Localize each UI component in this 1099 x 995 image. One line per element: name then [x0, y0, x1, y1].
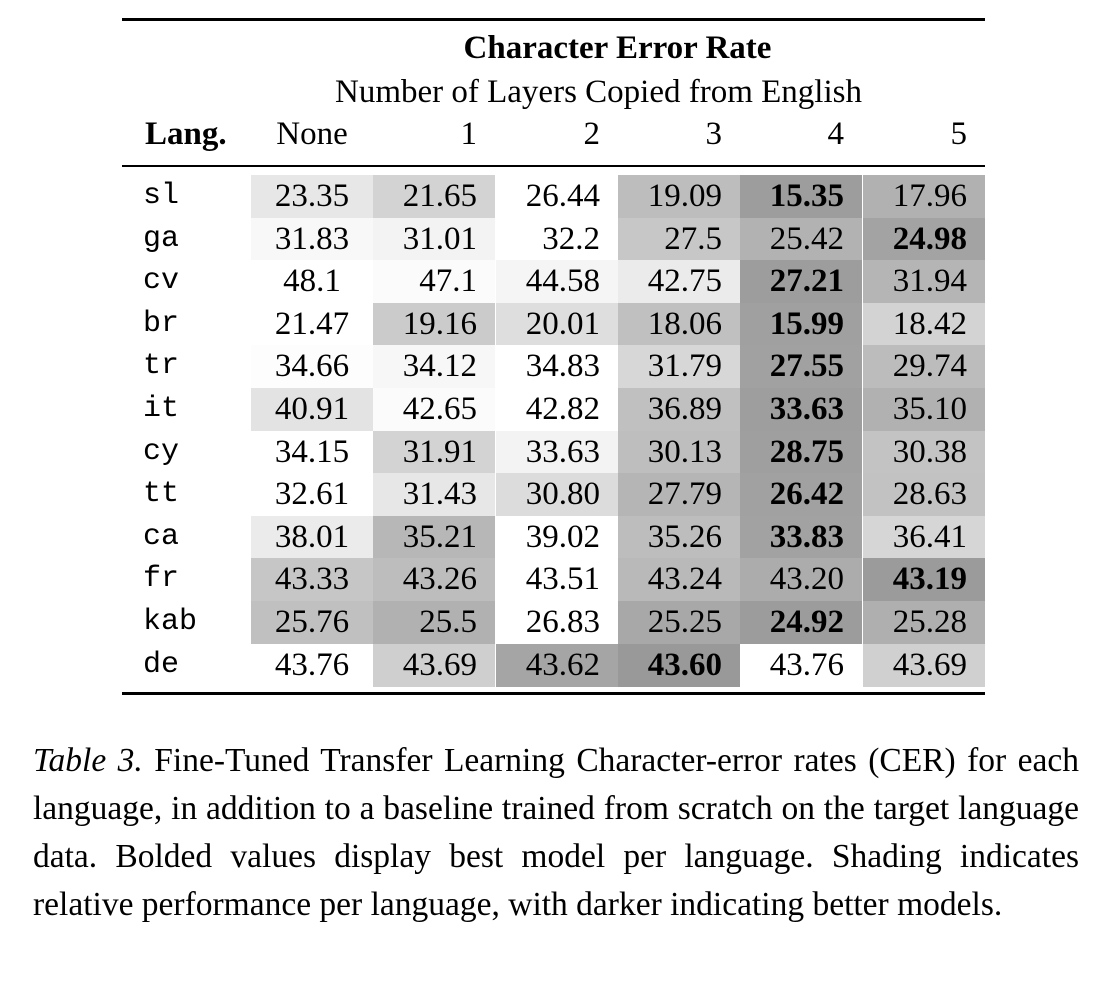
table-cell: 27.79 — [618, 473, 740, 516]
table-bottom-rule — [122, 692, 985, 695]
lang-column-header: Lang. — [145, 116, 227, 152]
table-cell: 32.61 — [251, 473, 373, 516]
table-cell: 25.28 — [863, 601, 985, 644]
table-cell: 35.26 — [618, 516, 740, 559]
lang-code: de — [143, 647, 180, 682]
header-rule — [122, 165, 985, 167]
caption-label: Table 3. — [33, 742, 143, 779]
column-header: 4 — [827, 116, 844, 152]
table-top-rule — [122, 18, 985, 21]
table-cell: 30.80 — [496, 473, 618, 516]
table-cell: 43.60 — [618, 644, 740, 687]
table-cell: 43.51 — [496, 558, 618, 601]
table-title: Character Error Rate — [463, 30, 772, 66]
table-cell: 19.09 — [618, 175, 740, 218]
table-cell: 36.41 — [863, 516, 985, 559]
table-cell: 31.94 — [863, 260, 985, 303]
lang-code: ca — [143, 519, 180, 554]
table-cell: 33.63 — [496, 431, 618, 474]
table-cell: 18.06 — [618, 303, 740, 346]
table-cell: 28.75 — [740, 431, 862, 474]
table-cell: 38.01 — [251, 516, 373, 559]
table-cell: 48.1 — [251, 260, 373, 303]
table-cell: 31.43 — [373, 473, 495, 516]
lang-code: it — [143, 392, 180, 426]
table-cell: 30.13 — [618, 431, 740, 474]
table-cell: 43.19 — [863, 558, 985, 601]
table-cell: 34.15 — [251, 431, 373, 474]
table-cell: 40.91 — [251, 388, 373, 431]
table-cell: 43.33 — [251, 558, 373, 601]
table-cell: 25.5 — [373, 601, 495, 644]
table-cell: 15.99 — [740, 303, 862, 346]
column-header: None — [276, 116, 348, 152]
lang-code: br — [143, 306, 180, 341]
table-cell: 20.01 — [496, 303, 618, 346]
table-cell: 25.25 — [618, 601, 740, 644]
table-cell: 42.65 — [373, 388, 495, 431]
table-cell: 27.21 — [740, 260, 862, 303]
lang-code: sl — [143, 179, 180, 213]
table-cell: 43.69 — [863, 644, 985, 687]
table-cell: 34.12 — [373, 345, 495, 388]
table-cell: 28.63 — [863, 473, 985, 516]
table-cell: 24.92 — [740, 601, 862, 644]
table-cell: 23.35 — [251, 175, 373, 218]
lang-code: tr — [143, 349, 180, 384]
lang-code: cv — [143, 264, 180, 299]
table-cell: 47.1 — [373, 260, 495, 303]
table-cell: 15.35 — [740, 175, 862, 218]
table-caption — [33, 737, 1079, 929]
table-cell: 25.76 — [251, 601, 373, 644]
table-cell: 43.24 — [618, 558, 740, 601]
table-cell: 44.58 — [496, 260, 618, 303]
table-cell: 26.42 — [740, 473, 862, 516]
table-cell: 43.62 — [496, 644, 618, 687]
lang-code: cy — [143, 434, 180, 469]
table-cell: 25.42 — [740, 218, 862, 261]
lang-code: fr — [143, 562, 180, 597]
table-cell: 18.42 — [863, 303, 985, 346]
table-cell: 33.83 — [740, 516, 862, 559]
table-cell: 36.89 — [618, 388, 740, 431]
caption-text: Fine-Tuned Transfer Learning Character-error rates (CER) for each language, in addition to a baseline trained from scratch on the target language data. Bolded values display best model per language. Shading indicates relative performance per language, with darker indicating better models. — [33, 742, 1079, 923]
table-cell: 35.21 — [373, 516, 495, 559]
column-header: 2 — [583, 116, 600, 152]
table-cell: 19.16 — [373, 303, 495, 346]
table-cell: 17.96 — [863, 175, 985, 218]
lang-code: ga — [143, 221, 180, 256]
table-cell: 34.66 — [251, 345, 373, 388]
table-cell: 30.38 — [863, 431, 985, 474]
table-cell: 31.83 — [251, 218, 373, 261]
column-header: 1 — [460, 116, 477, 152]
table-cell: 33.63 — [740, 388, 862, 431]
table-cell: 21.47 — [251, 303, 373, 346]
table-cell: 31.79 — [618, 345, 740, 388]
table-cell: 27.55 — [740, 345, 862, 388]
column-header: 5 — [950, 116, 967, 152]
table-cell: 43.76 — [251, 644, 373, 687]
table-cell: 34.83 — [496, 345, 618, 388]
table-cell: 39.02 — [496, 516, 618, 559]
table-cell: 35.10 — [863, 388, 985, 431]
table-cell: 26.83 — [496, 601, 618, 644]
table-cell: 27.5 — [618, 218, 740, 261]
table-cell: 21.65 — [373, 175, 495, 218]
table-cell: 32.2 — [496, 218, 618, 261]
table-cell: 26.44 — [496, 175, 618, 218]
column-header: 3 — [705, 116, 722, 152]
table-cell: 42.82 — [496, 388, 618, 431]
table-cell: 31.91 — [373, 431, 495, 474]
table-cell: 43.20 — [740, 558, 862, 601]
table-cell: 31.01 — [373, 218, 495, 261]
table-cell: 42.75 — [618, 260, 740, 303]
table-cell: 43.69 — [373, 644, 495, 687]
table-cell: 43.76 — [740, 644, 862, 687]
table-cell: 29.74 — [863, 345, 985, 388]
lang-code: tt — [143, 477, 180, 512]
lang-code: kab — [143, 605, 198, 639]
table-cell: 43.26 — [373, 558, 495, 601]
table-subtitle: Number of Layers Copied from English — [335, 74, 862, 110]
table-cell: 24.98 — [863, 218, 985, 261]
